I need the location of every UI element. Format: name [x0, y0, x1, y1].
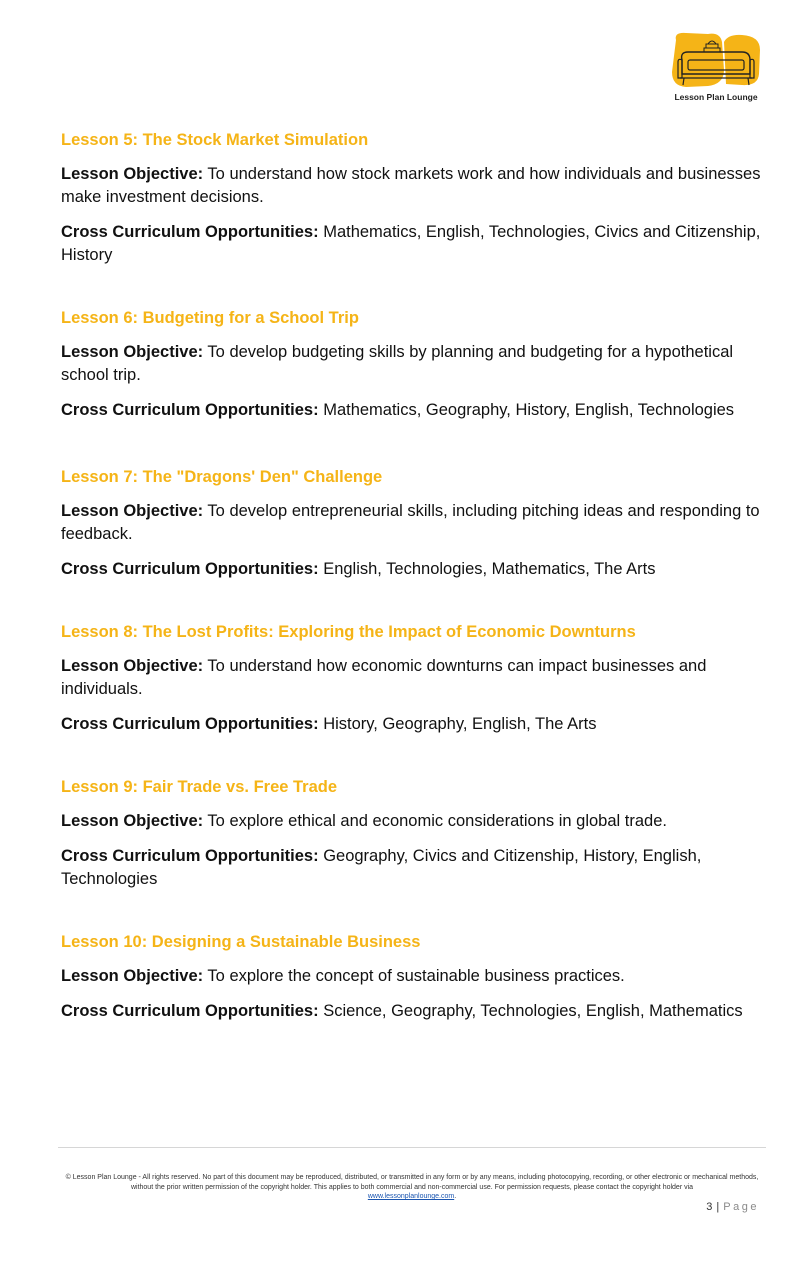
objective-label: Lesson Objective:	[61, 967, 204, 985]
lesson-7	[61, 466, 766, 581]
objective-text: To develop entrepreneurial skills, including pitching ideas and responding to feedback.	[61, 502, 760, 543]
brand-logo	[668, 30, 764, 104]
objective-label: Lesson Objective:	[61, 657, 204, 675]
lesson-objective	[61, 500, 766, 546]
cross-label: Cross Curriculum Opportunities:	[61, 560, 319, 578]
cross-curriculum	[61, 845, 766, 891]
lesson-6	[61, 307, 766, 422]
cross-curriculum	[61, 221, 766, 267]
cross-label: Cross Curriculum Opportunities:	[61, 401, 319, 419]
copyright-text: © Lesson Plan Lounge - All rights reserved. No part of this document may be reproduced, distributed, or transmitted in any form or by any means, including photocopying, recording, or other electronic or mechanical methods, without the prior written permission of the copyright holder. This applies to both commercial and non-commercial use. For permission requests, please contact the copyright holder via	[65, 1174, 759, 1191]
lesson-objective	[61, 341, 766, 387]
brand-name: Lesson Plan Lounge	[674, 92, 758, 102]
page-number-value: 3	[706, 1201, 713, 1213]
objective-text: To understand how stock markets work and how individuals and businesses make investment decisions.	[61, 165, 761, 206]
lesson-title: Lesson 10: Designing a Sustainable Business	[61, 933, 421, 951]
cross-label: Cross Curriculum Opportunities:	[61, 1002, 319, 1020]
lesson-title: Lesson 5: The Stock Market Simulation	[61, 131, 369, 149]
page-number	[706, 1201, 759, 1213]
cross-text: Geography, Civics and Citizenship, History, English, Technologies	[61, 847, 702, 888]
lesson-9	[61, 776, 766, 891]
website-link[interactable]: www.lessonplanlounge.com	[367, 1193, 455, 1200]
lesson-10	[61, 931, 766, 1023]
objective-label: Lesson Objective:	[61, 343, 204, 361]
cross-text: English, Technologies, Mathematics, The Arts	[318, 560, 656, 578]
cross-curriculum	[61, 1000, 766, 1023]
lesson-title: Lesson 9: Fair Trade vs. Free Trade	[61, 778, 338, 796]
cross-label: Cross Curriculum Opportunities:	[61, 223, 319, 241]
lesson-title: Lesson 6: Budgeting for a School Trip	[61, 309, 359, 327]
lesson-title: Lesson 7: The "Dragons' Den" Challenge	[61, 468, 383, 486]
cross-text: Science, Geography, Technologies, English, Mathematics	[318, 1002, 743, 1020]
objective-label: Lesson Objective:	[61, 502, 204, 520]
cross-text: Mathematics, Geography, History, English, Technologies	[318, 401, 735, 419]
lesson-objective	[61, 965, 766, 988]
objective-text: To explore the concept of sustainable business practices.	[203, 967, 625, 985]
page-word: Page	[723, 1201, 759, 1213]
objective-label: Lesson Objective:	[61, 165, 204, 183]
lesson-8	[61, 621, 766, 736]
cross-text: History, Geography, English, The Arts	[318, 715, 597, 733]
objective-text: To understand how economic downturns can impact businesses and individuals.	[61, 657, 707, 698]
sofa-logo-icon	[668, 30, 764, 92]
footer-copyright	[60, 1173, 764, 1202]
cross-label: Cross Curriculum Opportunities:	[61, 847, 319, 865]
lesson-title: Lesson 8: The Lost Profits: Exploring the Impact of Economic Downturns	[61, 623, 636, 641]
lesson-objective	[61, 163, 766, 209]
page-separator: |	[716, 1201, 720, 1213]
cross-label: Cross Curriculum Opportunities:	[61, 715, 319, 733]
footer-divider	[58, 1147, 766, 1148]
cross-curriculum	[61, 713, 766, 736]
objective-text: To develop budgeting skills by planning and budgeting for a hypothetical school trip.	[61, 343, 734, 384]
cross-curriculum	[61, 558, 766, 581]
lesson-list	[61, 129, 766, 1063]
cross-curriculum	[61, 399, 766, 422]
link-suffix: .	[454, 1193, 457, 1200]
objective-label: Lesson Objective:	[61, 812, 204, 830]
lesson-objective	[61, 655, 766, 701]
lesson-5	[61, 129, 766, 267]
objective-text: To explore ethical and economic considerations in global trade.	[203, 812, 667, 830]
cross-text: Mathematics, English, Technologies, Civics and Citizenship, History	[61, 223, 761, 264]
lesson-objective	[61, 810, 766, 833]
